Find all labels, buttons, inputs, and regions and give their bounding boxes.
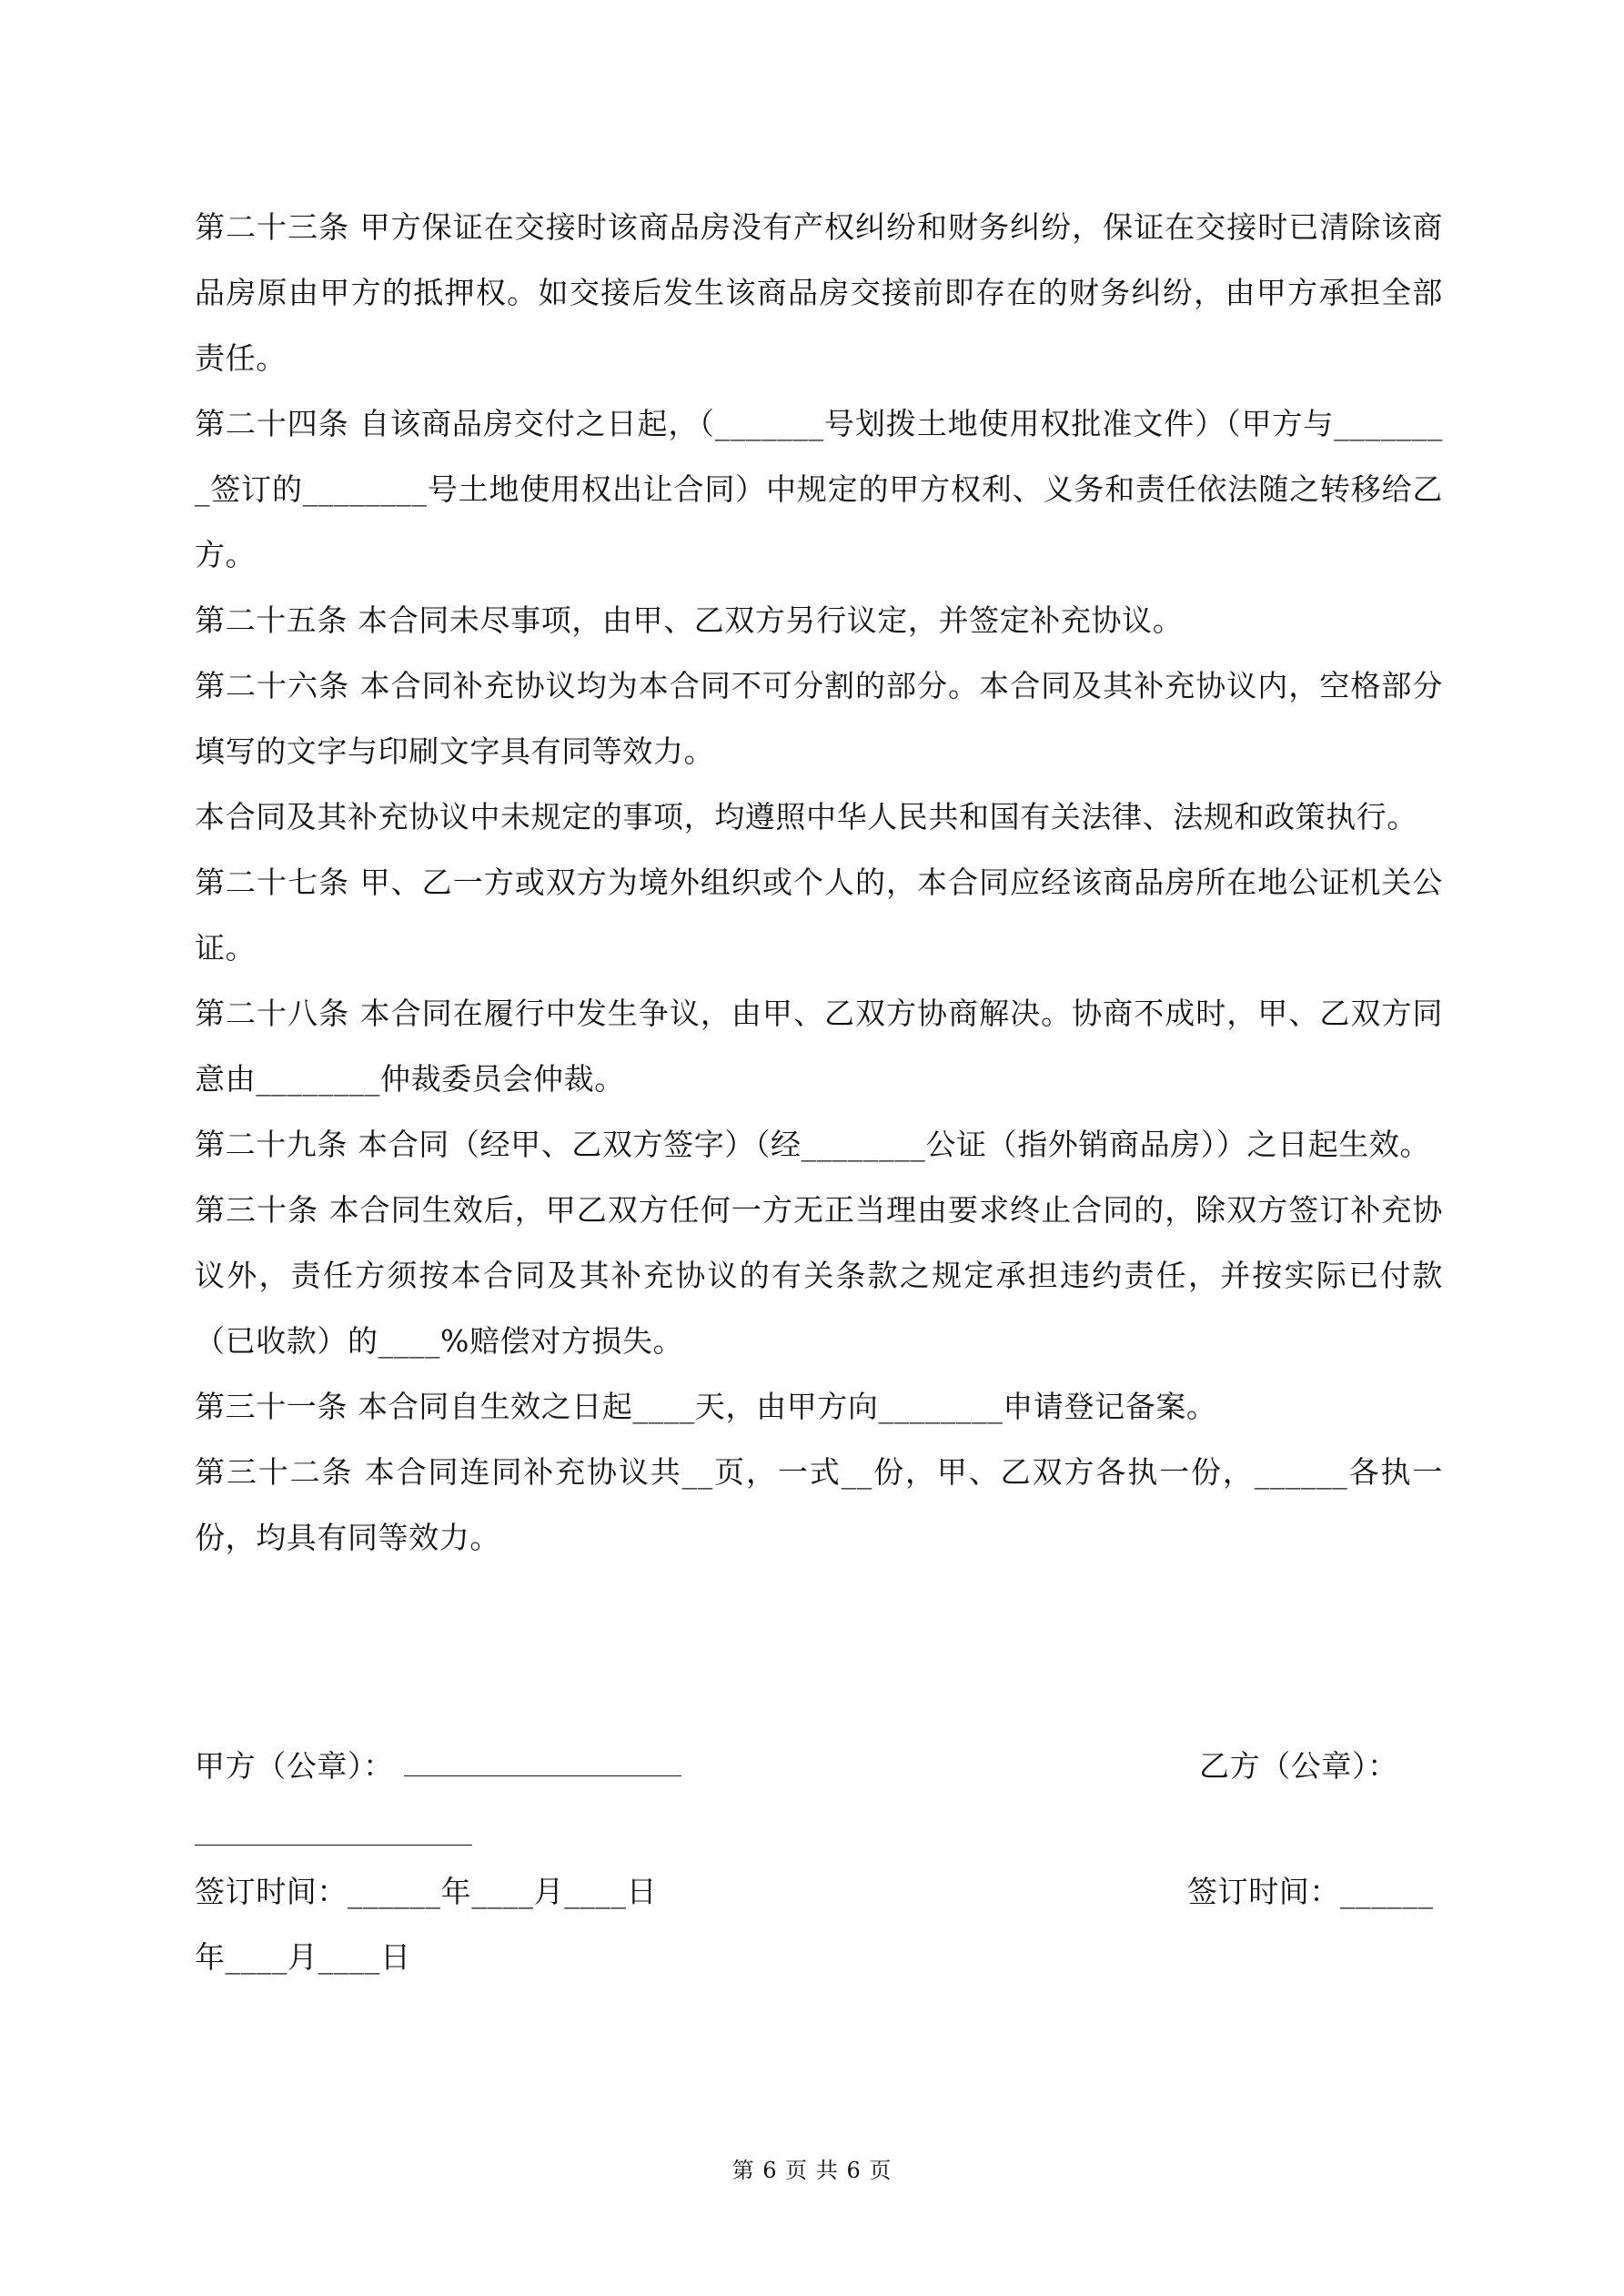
article-26: 第二十六条 本合同补充协议均为本合同不可分割的部分。本合同及其补充协议内，空格部分填写的文字与印刷文字具有同等效力。 [195, 668, 1443, 769]
article-32: 第三十二条 本合同连同补充协议共__页，一式__份，甲、乙双方各执一份，______各执一份，均具有同等效力。 [195, 1454, 1443, 1555]
party-b-seal-line [1199, 1734, 1398, 1799]
party-b-signature-blank [195, 1844, 472, 1846]
article-26-supplement: 本合同及其补充协议中未规定的事项，均遵照中华人民共和国有关法律、法规和政策执行。 [195, 799, 1417, 834]
party-a-label: 甲方（公章）： [195, 1748, 394, 1784]
party-a-date-line: 签订时间：______年____月____日 [195, 1874, 658, 1909]
party-a-seal-line [195, 1734, 681, 1799]
article-24: 第二十四条 自该商品房交付之日起，（_______号划拨土地使用权批准文件）（甲方与________签订的________号土地使用权出让合同）中规定的甲方权利、义务和责任依法随之转移给乙方。 [195, 406, 1443, 572]
party-b-label: 乙方（公章）： [1199, 1748, 1398, 1784]
article-28: 第二十八条 本合同在履行中发生争议，由甲、乙双方协商解决。协商不成时，甲、乙双方同意由________仲裁委员会仲裁。 [195, 996, 1443, 1097]
contract-body [195, 195, 1443, 1571]
article-25: 第二十五条 本合同未尽事项，由甲、乙双方另行议定，并签定补充协议。 [195, 602, 1184, 638]
party-b-date-continuation: 年____月____日 [195, 1939, 411, 1975]
party-b-date-line: 签订时间：______ [1187, 1874, 1434, 1909]
article-30: 第三十条 本合同生效后，甲乙双方任何一方无正当理由要求终止合同的，除双方签订补充协议外，责任方须按本合同及其补充协议的有关条款之规定承担违约责任，并按实际已付款（已收款）的____%赔偿对方损失。 [195, 1192, 1443, 1359]
party-a-signature-blank [404, 1775, 681, 1776]
page-footer: 第 6 页 共 6 页 [731, 2158, 893, 2183]
article-27: 第二十七条 甲、乙一方或双方为境外组织或个人的，本合同应经该商品房所在地公证机关公证。 [195, 865, 1443, 966]
article-29: 第二十九条 本合同（经甲、乙双方签字）（经________公证（指外销商品房））之日起生效。 [195, 1127, 1431, 1162]
article-31: 第三十一条 本合同自生效之日起____天，由甲方向________申请登记备案。 [195, 1389, 1217, 1424]
article-23: 第二十三条 甲方保证在交接时该商品房没有产权纠纷和财务纠纷，保证在交接时已清除该商品房原由甲方的抵押权。如交接后发生该商品房交接前即存在的财务纠纷，由甲方承担全部责任。 [195, 209, 1443, 376]
